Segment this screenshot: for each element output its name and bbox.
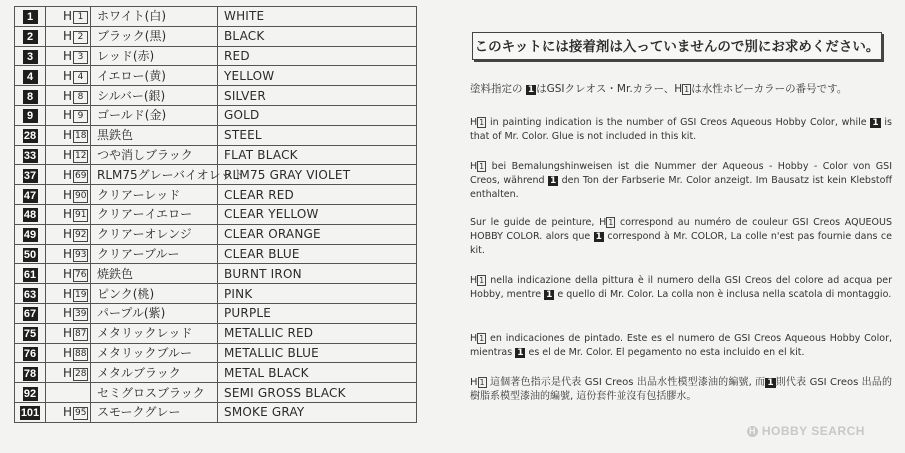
color-name-english: SILVER: [218, 86, 417, 106]
mr-color-number: 2: [23, 30, 38, 44]
color-name-japanese: ホワイト(白): [91, 7, 218, 27]
color-name-english: CLEAR YELLOW: [218, 204, 417, 224]
paragraph-text: 則代表 GSI Creos 出品的樹脂系模型漆油的編號, 這份套件並沒有包括膠水。: [470, 377, 892, 402]
aqueous-prefix: H: [62, 9, 72, 24]
aqueous-color-number: 95: [75, 408, 87, 419]
paragraph-text: is that of Mr. Color. Glue is not included in this kit.: [470, 117, 893, 142]
color-name-japanese: レッド(赤): [91, 46, 218, 66]
paragraph-italian: [470, 274, 892, 302]
paragraph-text: H: [470, 377, 478, 388]
hobby-search-logo-icon: H: [749, 426, 756, 436]
paint-row: [15, 363, 417, 383]
mr-color-number-cell: [15, 224, 46, 244]
aqueous-color-number-cell: [46, 343, 91, 363]
color-name-japanese: ゴールド(金): [91, 105, 218, 125]
mr-color-number-cell: [15, 185, 46, 205]
mr-color-number-cell: [15, 105, 46, 125]
aqueous-color-number-cell: [46, 145, 91, 165]
glue-notice-box: このキットには接着剤は入っていませんので別にお求めください。: [472, 32, 882, 60]
paragraph-text: correspond au numéro de couleur GSI Creos AQUEOUS HOBBY COLOR. alors que: [470, 217, 893, 242]
paint-row: [15, 26, 417, 46]
color-name-japanese: メタリックレッド: [91, 323, 218, 343]
paint-row: [15, 86, 417, 106]
aqueous-color-number-cell: [46, 363, 91, 383]
mr-color-number: 3: [23, 50, 38, 64]
aqueous-color-number-cell: [46, 224, 91, 244]
mr-color-number: 75: [23, 328, 37, 341]
aqueous-color-number-cell: [46, 86, 91, 106]
paragraph-japanese: [470, 82, 892, 97]
paragraph-english: [470, 116, 892, 144]
aqueous-prefix: H: [62, 108, 72, 123]
color-name-japanese: クリアーオレンジ: [91, 224, 218, 244]
aqueous-prefix: H: [62, 48, 72, 63]
aqueous-color-number-cell: [46, 204, 91, 224]
color-name-japanese: スモークグレー: [91, 402, 218, 422]
mr-color-marker: 1: [546, 290, 553, 300]
aqueous-color-number-cell: [46, 244, 91, 264]
aqueous-prefix: H: [62, 227, 72, 242]
mr-color-number-cell: [15, 46, 46, 66]
paragraph-text: e quello di Mr. Color. La colla non è inclusa nella scatola di montaggio.: [554, 289, 892, 300]
mr-color-number-cell: [15, 145, 46, 165]
color-name-english: METALLIC BLUE: [218, 343, 417, 363]
aqueous-color-number: 93: [75, 249, 87, 260]
mr-color-number: 9: [23, 109, 38, 123]
paint-row: [15, 145, 417, 165]
hobby-search-logo-text: HOBBY SEARCH: [761, 424, 865, 438]
aqueous-color-number-cell: [46, 264, 91, 284]
color-name-english: BURNT IRON: [218, 264, 417, 284]
color-name-english: STEEL: [218, 125, 417, 145]
aqueous-marker: 1: [479, 118, 485, 127]
aqueous-color-number-cell: [46, 105, 91, 125]
aqueous-color-number-cell: [46, 165, 91, 185]
mr-color-number-cell: [15, 244, 46, 264]
paint-color-table: [14, 6, 417, 423]
color-name-japanese: 焼鉄色: [91, 264, 218, 284]
mr-color-number-cell: [15, 303, 46, 323]
aqueous-color-number: 39: [75, 309, 87, 320]
color-name-english: BLACK: [218, 26, 417, 46]
aqueous-color-number-cell: [46, 46, 91, 66]
paragraph-text: H: [470, 161, 478, 172]
color-name-japanese: イエロー(黄): [91, 66, 218, 86]
mr-color-number: 67: [23, 308, 37, 321]
paragraph-french: [470, 216, 892, 258]
aqueous-color-number: 92: [75, 230, 87, 241]
mr-color-number: 1: [23, 10, 38, 24]
mr-color-number-cell: [15, 383, 46, 403]
paint-row: [15, 224, 417, 244]
color-name-japanese: セミグロスブラック: [91, 383, 218, 403]
mr-color-number-cell: [15, 343, 46, 363]
aqueous-marker: 1: [479, 378, 485, 387]
paint-row: [15, 343, 417, 363]
aqueous-marker: 1: [684, 85, 690, 94]
color-name-english: GOLD: [218, 105, 417, 125]
mr-color-marker: 1: [767, 378, 774, 388]
color-name-japanese: ブラック(黒): [91, 26, 218, 46]
mr-color-marker: 1: [517, 348, 524, 358]
mr-color-number: 76: [23, 347, 37, 360]
mr-color-number: 61: [23, 268, 37, 281]
paint-row: [15, 66, 417, 86]
aqueous-color-number: 90: [75, 190, 87, 201]
aqueous-prefix: H: [62, 187, 72, 202]
aqueous-marker: 1: [608, 218, 614, 227]
mr-color-number-cell: [15, 165, 46, 185]
paragraph-spanish: [470, 332, 892, 360]
paint-row: [15, 244, 417, 264]
aqueous-color-number-cell: [46, 284, 91, 304]
paint-row: [15, 204, 417, 224]
aqueous-color-number-cell: [46, 383, 91, 403]
mr-color-number-cell: [15, 402, 46, 422]
mr-color-marker: 1: [527, 85, 535, 95]
color-name-english: RED: [218, 46, 417, 66]
paint-row: [15, 46, 417, 66]
aqueous-color-number: 91: [75, 210, 87, 221]
aqueous-color-number: 69: [75, 170, 87, 181]
mr-color-number: 28: [23, 130, 37, 143]
mr-color-number: 8: [23, 90, 38, 104]
paint-row: [15, 402, 417, 422]
mr-color-number: 101: [20, 407, 40, 420]
mr-color-marker: 1: [549, 176, 557, 186]
paragraph-german: [470, 160, 892, 202]
mr-color-number: 37: [23, 169, 37, 182]
aqueous-color-number-cell: [46, 402, 91, 422]
mr-color-number: 78: [23, 367, 37, 380]
aqueous-color-number: 28: [75, 368, 87, 379]
color-name-japanese: クリアーブルー: [91, 244, 218, 264]
aqueous-color-number-cell: [46, 26, 91, 46]
color-name-japanese: クリアーレッド: [91, 185, 218, 205]
paragraph-text: es el de Mr. Color. El pegamento no esta incluido en el kit.: [525, 347, 805, 358]
mr-color-number-cell: [15, 7, 46, 27]
aqueous-prefix: H: [62, 365, 72, 380]
color-name-english: YELLOW: [218, 66, 417, 86]
aqueous-color-number: 76: [75, 269, 87, 280]
aqueous-prefix: H: [62, 286, 72, 301]
paint-row: [15, 264, 417, 284]
mr-color-number: 33: [23, 149, 37, 162]
aqueous-marker: 1: [479, 334, 485, 343]
mr-color-number: 49: [23, 229, 37, 242]
mr-color-number-cell: [15, 323, 46, 343]
aqueous-prefix: H: [62, 246, 72, 261]
paragraph-text: bei Bemalungshinweisen ist die Nummer der Aqueous - Hobby - Color von GSI Creos, während: [470, 161, 892, 186]
color-name-english: PINK: [218, 284, 417, 304]
aqueous-color-number-cell: [46, 323, 91, 343]
aqueous-color-number-cell: [46, 125, 91, 145]
mr-color-number-cell: [15, 264, 46, 284]
aqueous-color-number-cell: [46, 303, 91, 323]
aqueous-marker: 1: [479, 162, 485, 171]
aqueous-color-number: 19: [75, 289, 87, 300]
paragraph-text: は水性ホビーカラーの番号です。: [691, 83, 848, 95]
mr-color-number-cell: [15, 26, 46, 46]
paint-row: [15, 303, 417, 323]
color-name-japanese: ピンク(桃): [91, 284, 218, 304]
aqueous-prefix: H: [62, 29, 72, 44]
color-name-japanese: シルバー(銀): [91, 86, 218, 106]
color-name-japanese: つや消しブラック: [91, 145, 218, 165]
aqueous-prefix: H: [62, 167, 72, 182]
paint-row: [15, 105, 417, 125]
aqueous-color-number-cell: [46, 7, 91, 27]
paint-row: [15, 125, 417, 145]
paragraph-text: in painting indication is the number of GSI Creos Aqueous Hobby Color, while: [486, 117, 871, 128]
color-name-english: CLEAR RED: [218, 185, 417, 205]
paint-row: [15, 323, 417, 343]
aqueous-color-number: 87: [75, 329, 87, 340]
color-name-japanese: クリアーイエロー: [91, 204, 218, 224]
mr-color-number: 63: [23, 288, 37, 301]
aqueous-color-number: 2: [73, 31, 88, 44]
color-name-japanese: RLM75グレーバイオレット: [91, 165, 218, 185]
paragraph-text: correspond à Mr. COLOR, La colle n'est pas fournie dans ce kit.: [470, 231, 892, 256]
aqueous-prefix: H: [62, 326, 72, 341]
mr-color-number-cell: [15, 66, 46, 86]
color-name-english: PURPLE: [218, 303, 417, 323]
color-name-english: CLEAR BLUE: [218, 244, 417, 264]
paragraph-text: H: [470, 117, 478, 128]
color-name-english: SMOKE GRAY: [218, 402, 417, 422]
mr-color-number-cell: [15, 125, 46, 145]
aqueous-color-number: 18: [75, 131, 87, 142]
color-name-english: FLAT BLACK: [218, 145, 417, 165]
aqueous-prefix: H: [62, 88, 72, 103]
mr-color-number-cell: [15, 204, 46, 224]
aqueous-prefix: H: [62, 345, 72, 360]
mr-color-number-cell: [15, 284, 46, 304]
color-name-english: RLM75 GRAY VIOLET: [218, 165, 417, 185]
paragraph-text: はGSIクレオス・Mr.カラー、H: [536, 83, 683, 95]
aqueous-prefix: H: [62, 266, 72, 281]
aqueous-color-number-cell: [46, 66, 91, 86]
color-name-english: CLEAR ORANGE: [218, 224, 417, 244]
mr-color-number: 50: [23, 248, 37, 261]
mr-color-number: 48: [23, 209, 37, 222]
paragraph-text: 這個著色指示是代表 GSI Creos 出品水性模型漆油的編號, 而: [486, 377, 766, 388]
color-name-japanese: 黒鉄色: [91, 125, 218, 145]
aqueous-prefix: H: [62, 207, 72, 222]
paragraph-text: Sur le guide de peinture, H: [470, 217, 607, 228]
aqueous-color-number: 4: [73, 71, 88, 84]
color-name-japanese: メタリックブルー: [91, 343, 218, 363]
paragraph-text: den Ton der Farbserie Mr. Color anzeigt. Im Bausatz ist kein Klebstoff enthalten.: [470, 175, 892, 200]
paragraph-text: H: [470, 275, 478, 286]
aqueous-prefix: H: [62, 405, 72, 420]
paint-row: [15, 185, 417, 205]
paint-row: [15, 383, 417, 403]
paragraph-text: H: [470, 333, 478, 344]
aqueous-color-number: 9: [73, 110, 88, 123]
mr-color-marker: 1: [872, 118, 879, 128]
aqueous-prefix: H: [62, 306, 72, 321]
aqueous-prefix: H: [62, 68, 72, 83]
paragraph-chinese: [470, 376, 892, 404]
mr-color-number: 47: [23, 189, 37, 202]
hobby-search-watermark: [747, 424, 865, 438]
aqueous-prefix: H: [62, 128, 72, 143]
paint-row: [15, 165, 417, 185]
mr-color-number: 92: [23, 387, 37, 400]
aqueous-prefix: H: [62, 147, 72, 162]
mr-color-number-cell: [15, 363, 46, 383]
aqueous-color-number: 8: [73, 91, 88, 104]
color-name-english: WHITE: [218, 7, 417, 27]
aqueous-color-number-cell: [46, 185, 91, 205]
mr-color-marker: 1: [595, 232, 602, 242]
color-name-english: METALLIC RED: [218, 323, 417, 343]
color-name-english: SEMI GROSS BLACK: [218, 383, 417, 403]
aqueous-marker: 1: [479, 276, 485, 285]
paint-row: [15, 284, 417, 304]
color-name-japanese: パープル(紫): [91, 303, 218, 323]
paragraph-text: nella indicazione della pittura è il numero della GSI Creos del colore ad acqua per Hobby, mentre: [470, 275, 892, 300]
aqueous-color-number: 1: [73, 11, 88, 24]
paint-row: [15, 7, 417, 27]
aqueous-color-number: 88: [75, 348, 87, 359]
aqueous-color-number: 3: [73, 51, 88, 64]
mr-color-number-cell: [15, 86, 46, 106]
color-name-english: METAL BLACK: [218, 363, 417, 383]
aqueous-color-number: 12: [75, 150, 87, 161]
color-name-japanese: メタルブラック: [91, 363, 218, 383]
mr-color-number: 4: [23, 70, 38, 84]
paragraph-text: en indicaciones de pintado. Este es el numero de GSI Creos Aqueous Hobby Color, mientras: [470, 333, 892, 358]
paragraph-text: 塗料指定の: [470, 83, 526, 95]
